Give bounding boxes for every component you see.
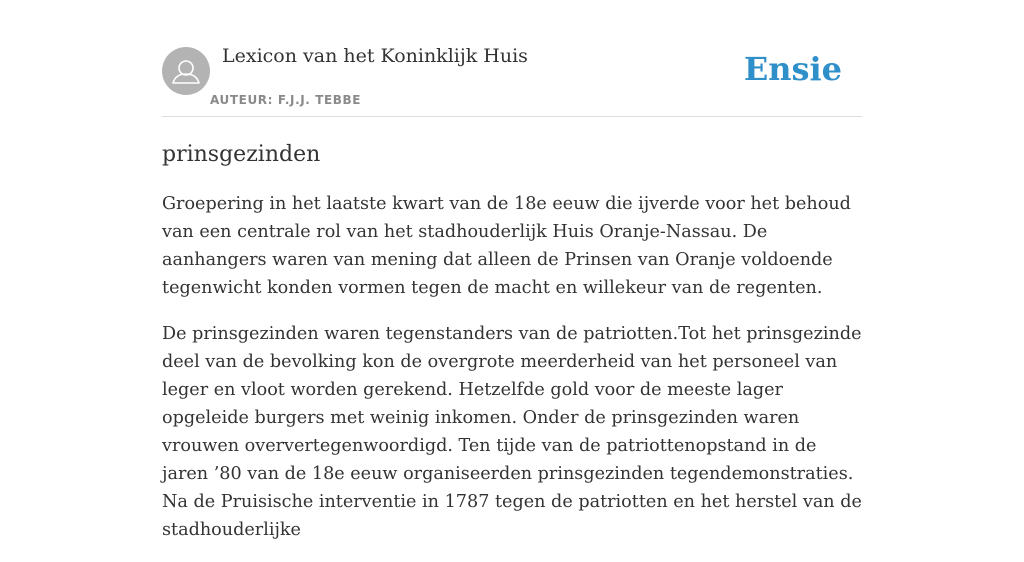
user-silhouette-icon [162,47,210,95]
author-line [210,93,361,107]
article-paragraph: Groepering in het laatste kwart van de 18e eeuw die ijverde voor het behoud van een centrale rol van het stadhouderlijk Huis Oranje-Nassau. De aanhangers waren van mening dat alleen de Prinsen van Oranje voldoende tegenwicht konden vormen tegen de macht en willekeur van de regenten. [162,194,851,298]
article-paragraph: De prinsgezinden waren tegenstanders van de patriotten.Tot het prinsgezinde deel van de bevolking kon de overgrote meerderheid van het personeel van leger en vloot worden gerekend. Hetzelfde gold voor de meeste lager opgeleide burgers met weinig inkomen. Onder de prinsgezinden waren vrouwen oververtegenwoordigd. Ten tijde van de patriottenopstand in de jaren ’80 van de 18e eeuw organiseerden prinsgezinden tegendemonstraties. Na de Pruisische interventie in 1787 tegen de patriotten en het herstel van de stadhouderlijke [162,324,862,540]
author-label: AUTEUR: [210,93,274,107]
article [162,138,862,562]
brand-logo-link[interactable]: Ensie [743,50,842,88]
author-name[interactable]: F.J.J. TEBBE [277,93,362,107]
book-title[interactable]: Lexicon van het Koninklijk Huis [222,45,528,67]
page-header [162,0,862,117]
entry-title: prinsgezinden [162,142,321,167]
author-avatar [162,47,210,95]
